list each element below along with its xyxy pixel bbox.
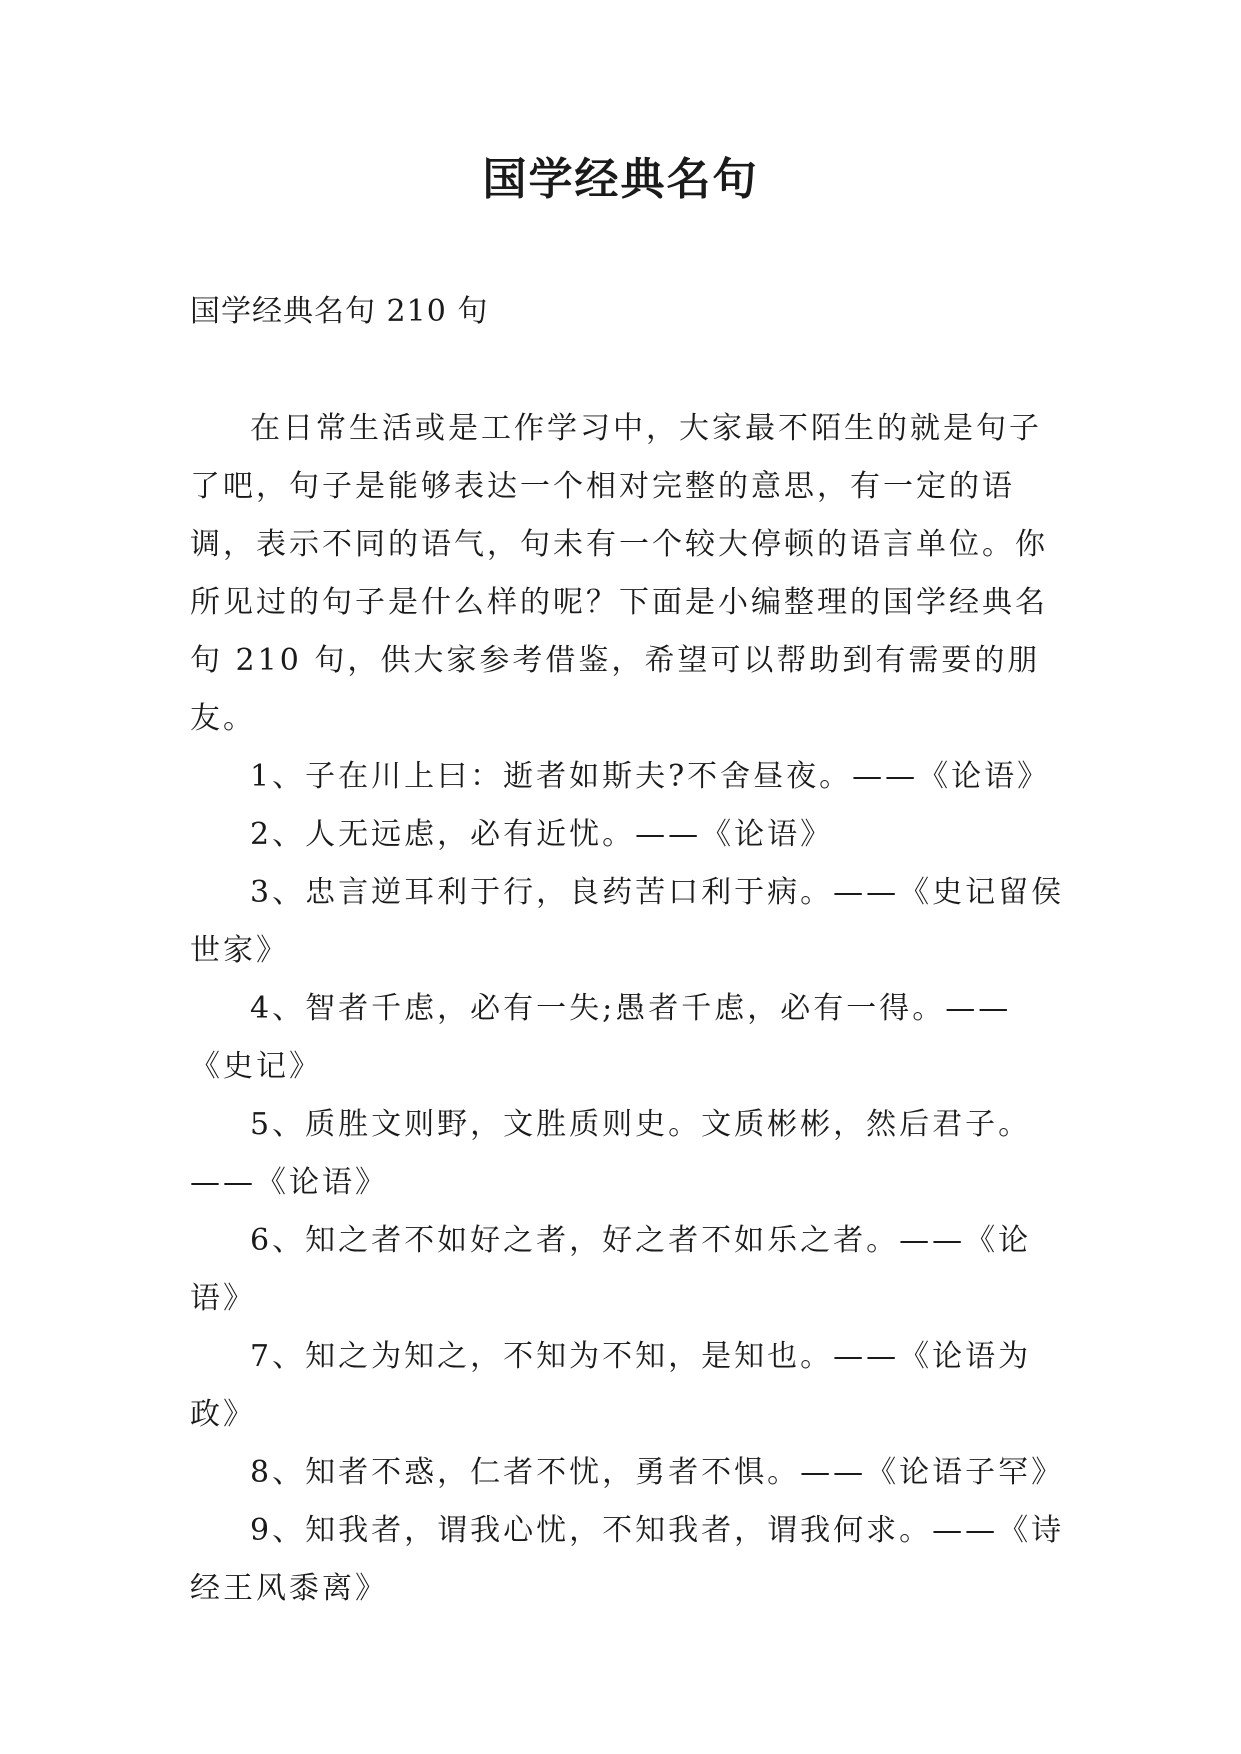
- quote-item: 7、知之为知之，不知为不知，是知也。——《论语为政》: [190, 1339, 1032, 1432]
- document-subtitle: 国学经典名句 210 句: [190, 294, 489, 329]
- quote-item: 9、知我者，谓我心忧，不知我者，谓我何求。——《诗经王风黍离》: [190, 1513, 1065, 1606]
- quote-item: 4、智者千虑，必有一失;愚者千虑，必有一得。——《史记》: [190, 991, 1012, 1084]
- quote-item: 1、子在川上曰：逝者如斯夫?不舍昼夜。——《论语》: [250, 759, 1051, 794]
- page-title: 国学经典名句: [482, 154, 759, 205]
- quote-item: 5、质胜文则野，文胜质则史。文质彬彬，然后君子。——《论语》: [190, 1107, 1032, 1200]
- intro-paragraph: 在日常生活或是工作学习中，大家最不陌生的就是句子了吧，句子是能够表达一个相对完整的意思，有一定的语调，表示不同的语气，句未有一个较大停顿的语言单位。你所见过的句子是什么样的呢？下面是小编整理的国学经典名句 210 句，供大家参考借鉴，希望可以帮助到有需要的朋友。: [190, 411, 1048, 736]
- quote-item: 2、人无远虑，必有近忧。——《论语》: [250, 817, 834, 852]
- quote-item: 8、知者不惑，仁者不忧，勇者不惧。——《论语子罕》: [250, 1455, 1065, 1490]
- quote-item: 6、知之者不如好之者，好之者不如乐之者。——《论语》: [190, 1223, 1032, 1316]
- document-body: [190, 400, 1070, 1618]
- quote-item: 3、忠言逆耳利于行，良药苦口利于病。——《史记留侯世家》: [190, 875, 1065, 968]
